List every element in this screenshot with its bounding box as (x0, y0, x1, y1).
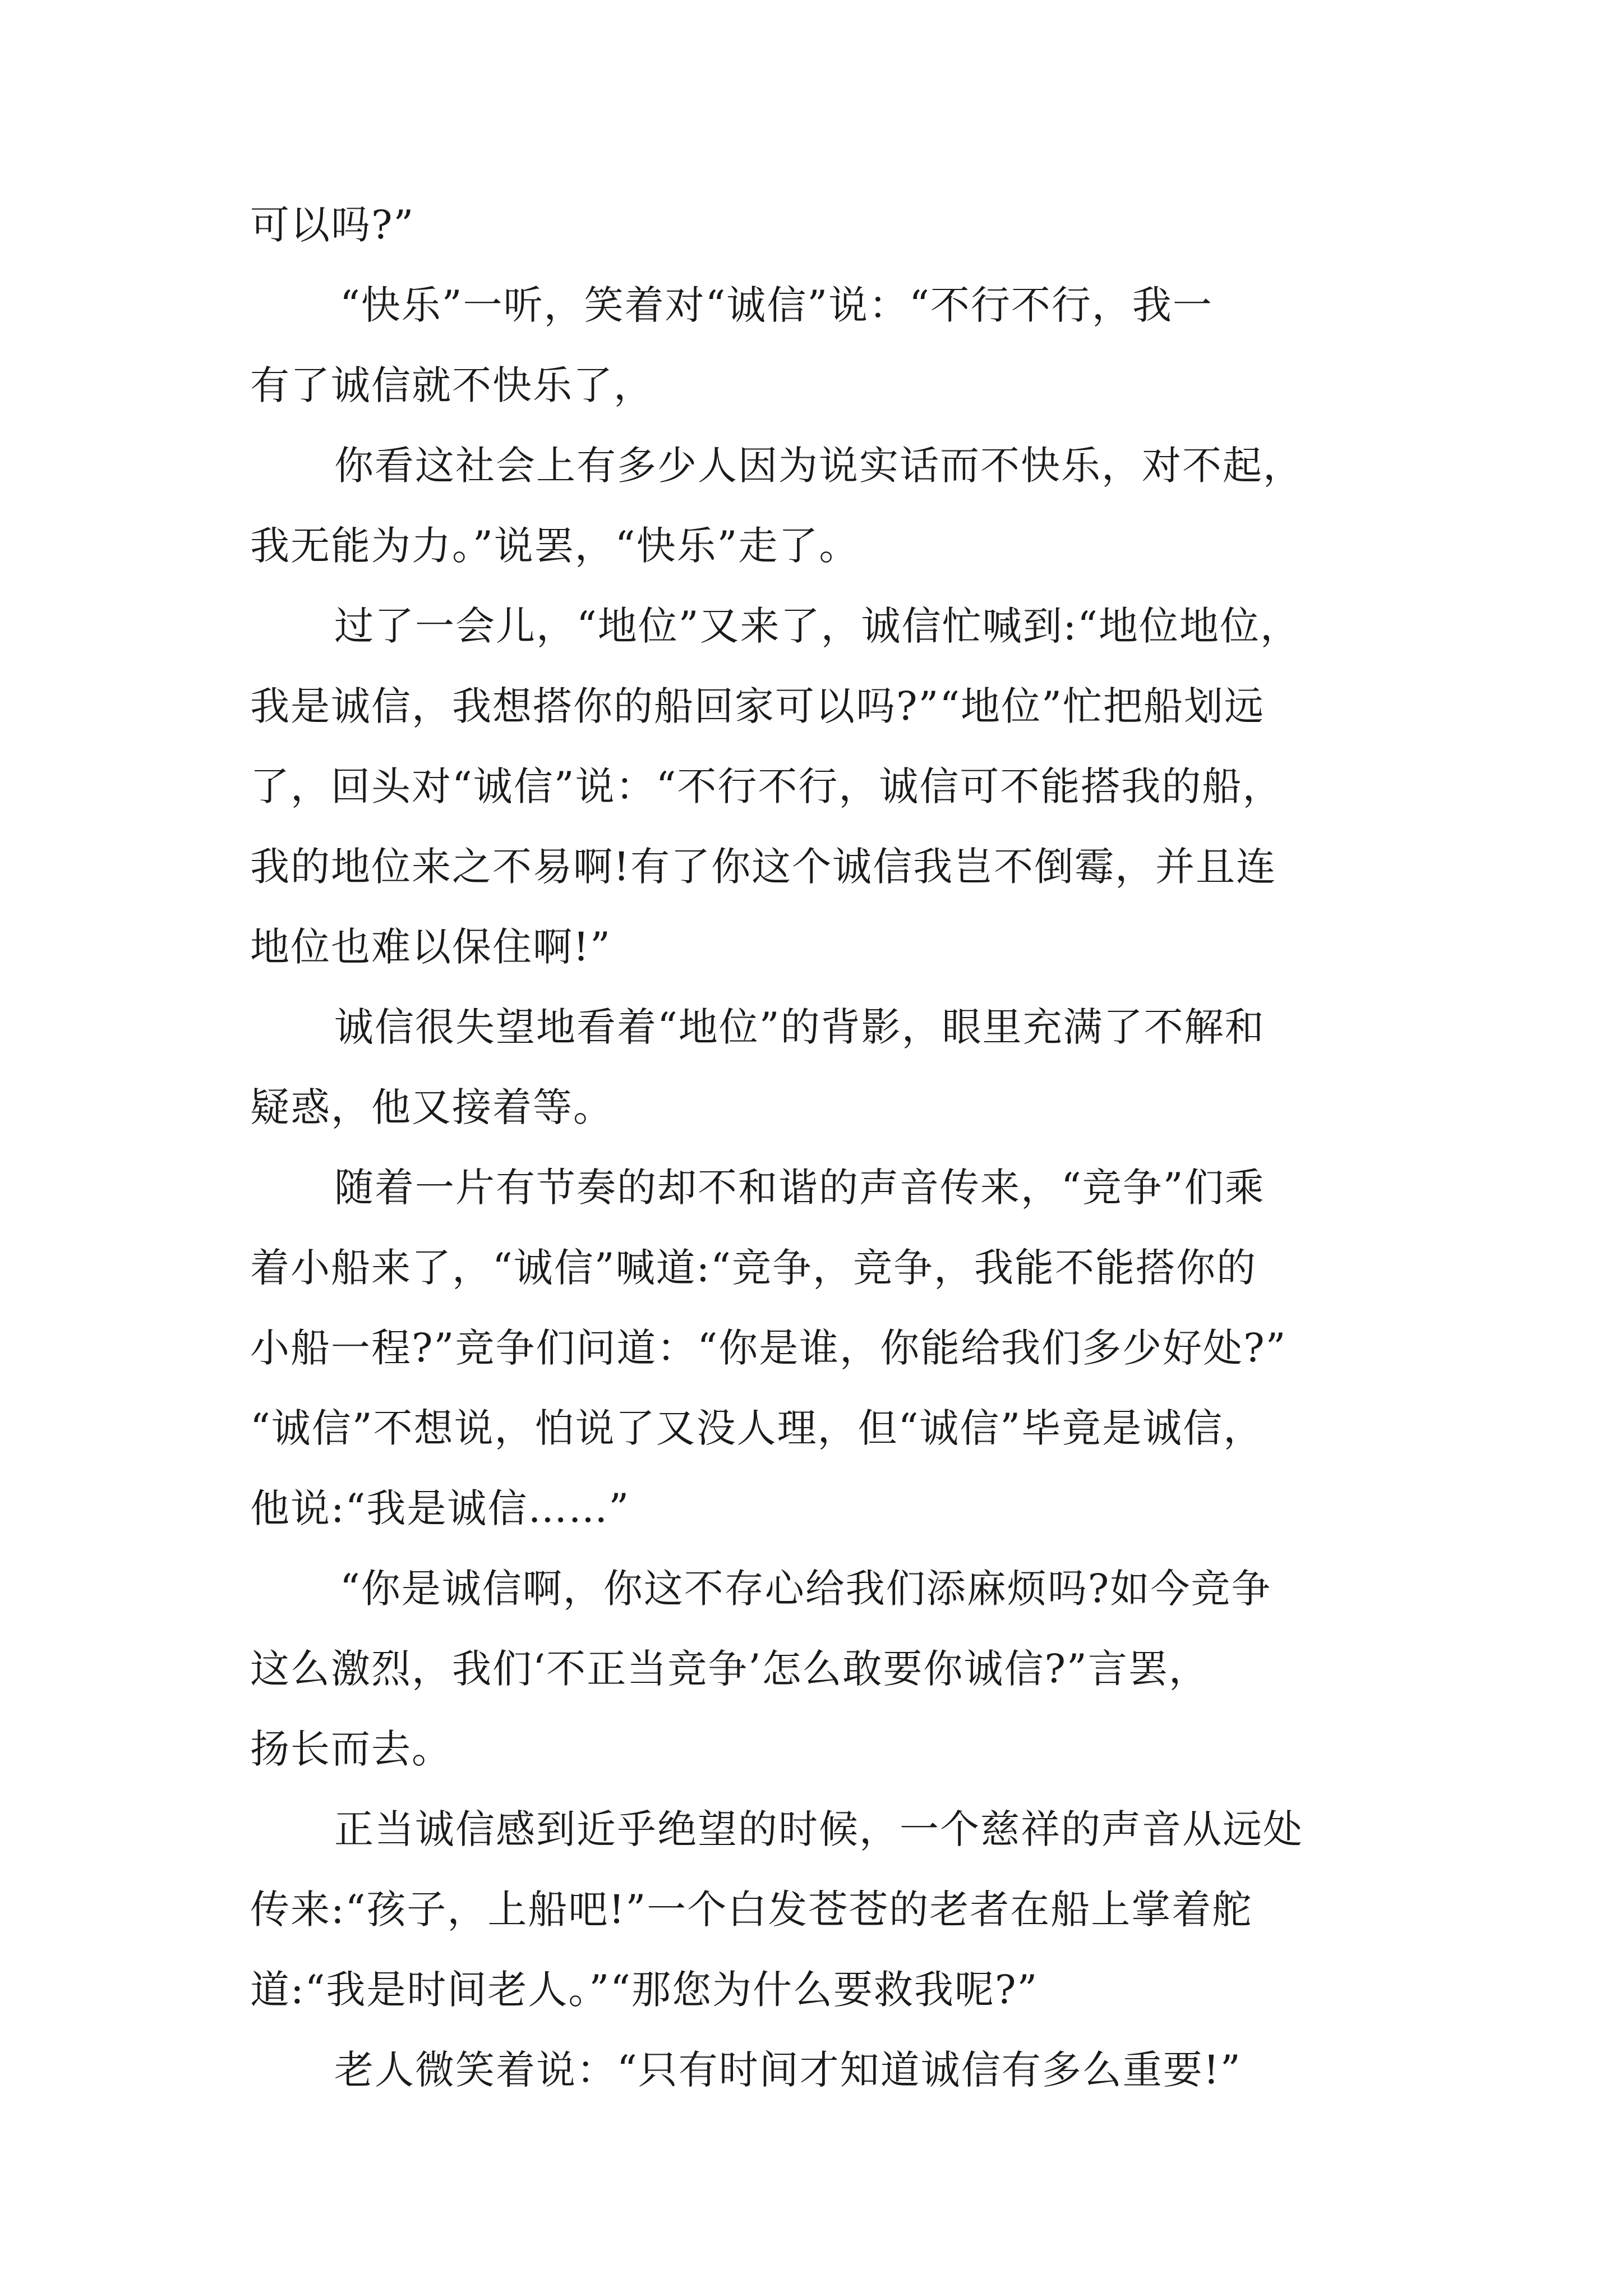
text-line: 我的地位来之不易啊!有了你这个诚信我岂不倒霉，并且连 (250, 844, 1277, 890)
text-line: 小船一程?”竞争们问道：“你是谁，你能给我们多少好处?” (250, 1325, 1287, 1371)
text-line: 道:“我是时间老人。”“那您为什么要救我呢?” (250, 1967, 1039, 2013)
text-line: 诚信很失望地看着“地位”的背影，眼里充满了不解和 (334, 1004, 1265, 1050)
paragraph-4 (250, 586, 1428, 987)
text-line: 可以吗?” (250, 202, 415, 248)
paragraph-9 (250, 2030, 1428, 2110)
text-line: 随着一片有节奏的却不和谐的声音传来，“竞争”们乘 (334, 1165, 1265, 1211)
text-line: 正当诚信感到近乎绝望的时候，一个慈祥的声音从远处 (334, 1806, 1303, 1852)
text-line: 他说:“我是诚信……” (250, 1485, 630, 1531)
text-line: 扬长而去。 (250, 1726, 452, 1772)
text-line: 传来:“孩子，上船吧!”一个白发苍苍的老者在船上掌着舵 (250, 1887, 1253, 1932)
paragraph-5 (250, 987, 1428, 1148)
document-body (250, 185, 1428, 2110)
paragraph-7 (250, 1549, 1428, 1789)
text-line: 疑惑，他又接着等。 (250, 1084, 614, 1130)
paragraph-6 (250, 1148, 1428, 1549)
text-line: “快乐”一听，笑着对“诚信”说：“不行不行，我一 (340, 282, 1213, 328)
text-line: 过了一会儿，“地位”又来了，诚信忙喊到:“地位地位， (334, 603, 1301, 649)
text-line: 这么激烈，我们‘不正当竞争’怎么敢要你诚信?”言罢， (250, 1646, 1209, 1692)
text-line: “你是诚信啊，你这不存心给我们添麻烦吗?如今竞争 (340, 1566, 1272, 1612)
paragraph-2 (250, 265, 1428, 426)
paragraph-8 (250, 1789, 1428, 2030)
text-line: “诚信”不想说，怕说了又没人理，但“诚信”毕竟是诚信， (250, 1405, 1264, 1451)
text-line: 有了诚信就不快乐了， (250, 362, 654, 408)
paragraph-3 (250, 426, 1428, 586)
paragraph-1 (250, 185, 1428, 265)
text-line: 你看这社会上有多少人因为说实话而不快乐，对不起， (334, 443, 1303, 489)
text-line: 着小船来了，“诚信”喊道:“竞争，竞争，我能不能搭你的 (250, 1245, 1257, 1291)
text-line: 老人微笑着说：“只有时间才知道诚信有多么重要!” (334, 2047, 1242, 2093)
text-line: 了，回头对“诚信”说：“不行不行，诚信可不能搭我的船， (250, 763, 1283, 809)
text-line: 我是诚信，我想搭你的船回家可以吗?”“地位”忙把船划远 (250, 683, 1265, 729)
text-line: 地位也难以保住啊!” (250, 924, 611, 970)
text-line: 我无能为力。”说罢，“快乐”走了。 (250, 523, 860, 569)
